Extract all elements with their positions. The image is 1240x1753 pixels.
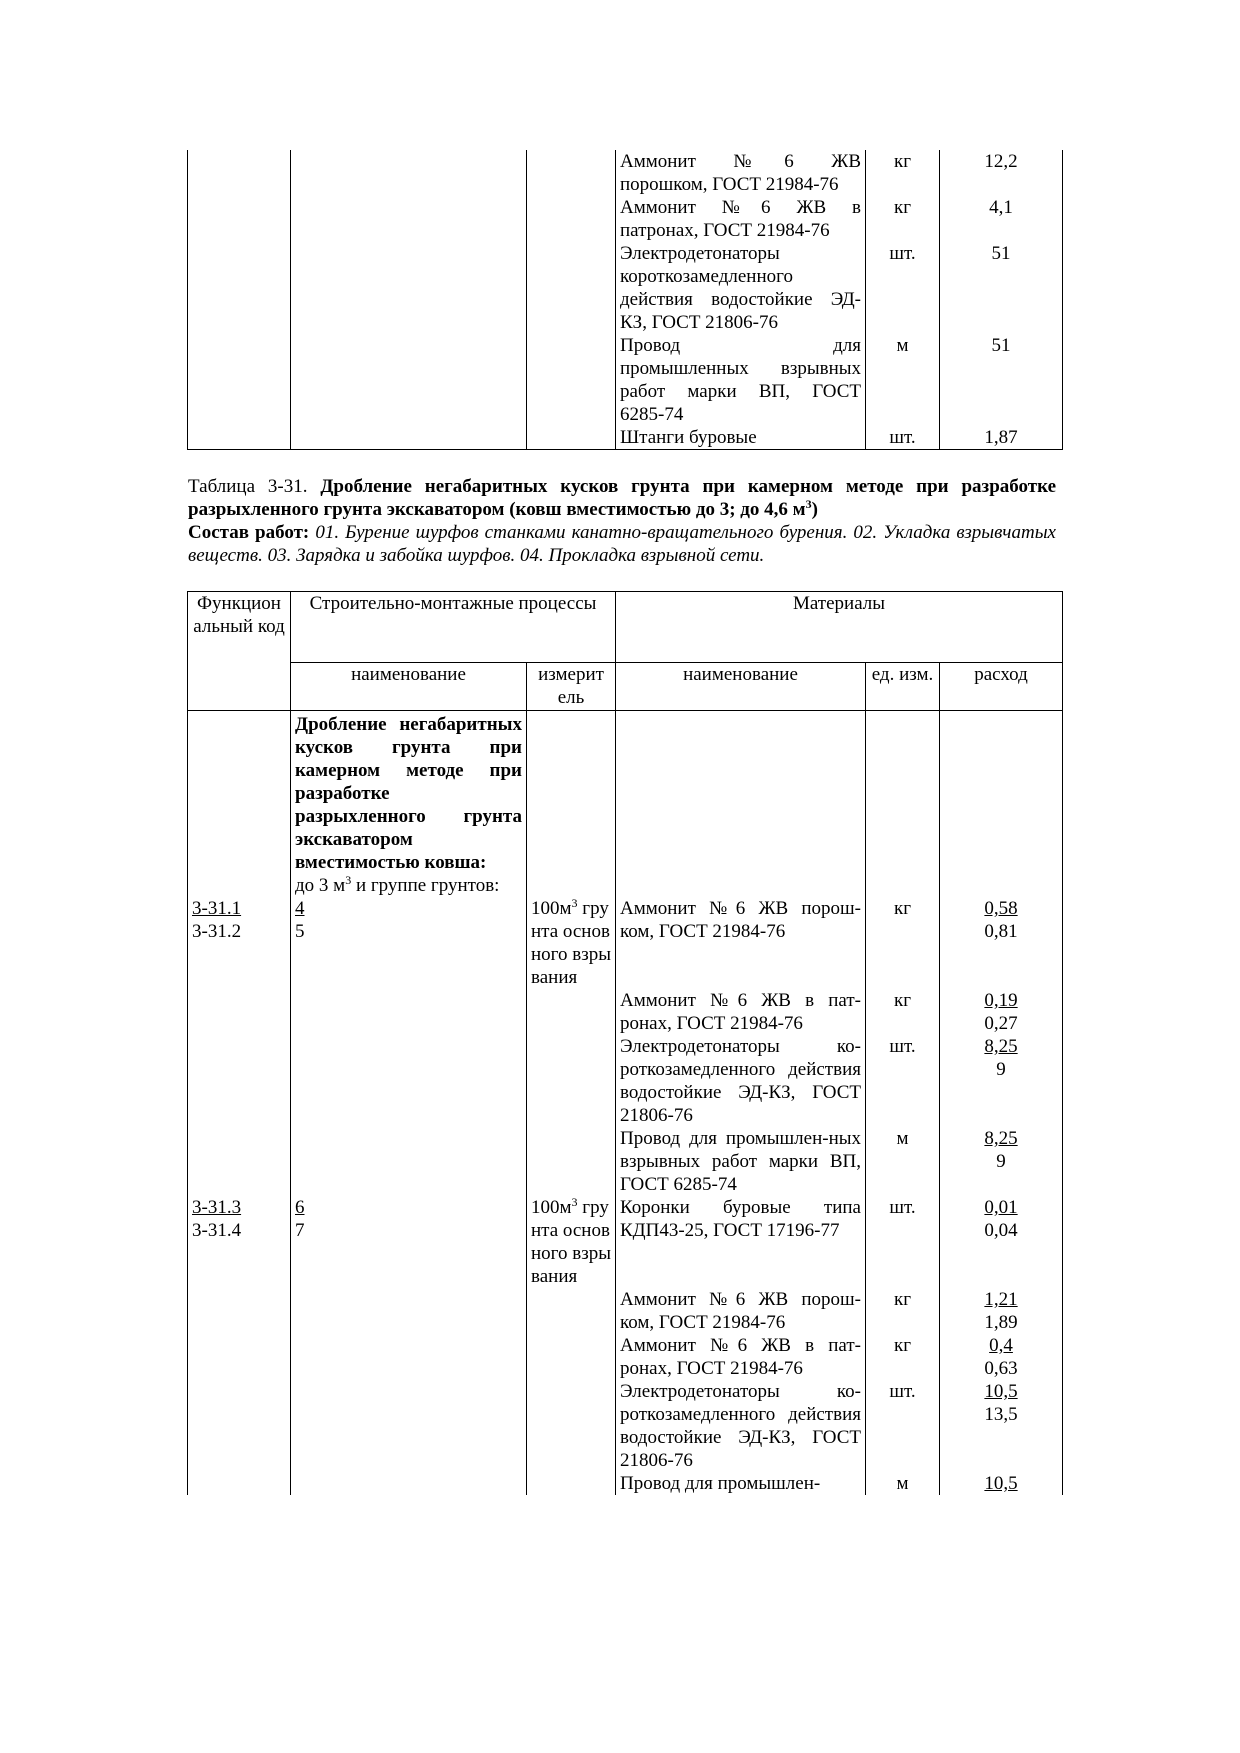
material-name: Аммонит №6 ЖВ в пат-ронах, ГОСТ 21984-76 — [616, 989, 866, 1035]
table-title-text: Дробление негабаритных кусков грунта при камерном методе при разработке разрыхленного грунта экскаватором (ковш вместимостью до 3; до 4,6 $м^3$) — [188, 476, 1056, 520]
material-name: Штанги буровые — [616, 426, 866, 450]
table-row — [188, 1288, 1063, 1334]
material-unit: шт. — [866, 242, 940, 334]
header-proc-meter: измерит ель — [527, 663, 616, 711]
table-row — [188, 711, 1063, 898]
material-name: Электродетонаторы ко-роткозамедленного действия водостойкие ЭД-КЗ, ГОСТ 21806-76 — [616, 1380, 866, 1472]
table-row — [188, 1334, 1063, 1380]
main-table — [187, 591, 1063, 1495]
table-row — [188, 1380, 1063, 1472]
material-amount: $\frac{8,25}{9}$ — [940, 1127, 1063, 1196]
table-row — [188, 334, 1063, 426]
material-amount: $\frac{10,5}{13,5}$ — [940, 1380, 1063, 1472]
material-name: Провод для промышлен- — [616, 1472, 866, 1495]
material-name: Электродетонаторы ко-роткозамедленного действия водостойкие ЭД-КЗ, ГОСТ 21806-76 — [616, 1035, 866, 1127]
header-row — [188, 663, 1063, 711]
material-name: Аммонит №6 ЖВ порошком, ГОСТ 21984-76 — [616, 150, 866, 196]
material-name: Коронки буровые типа КДП43-25, ГОСТ 17196-77 — [616, 1196, 866, 1288]
header-mat-name: наименование — [616, 663, 866, 711]
material-amount: $\frac{1,21}{1,89}$ — [940, 1288, 1063, 1334]
meter-cell: $100м^3$ грунта основного взрывания — [527, 1196, 616, 1288]
table-row — [188, 196, 1063, 242]
material-unit: шт. — [866, 1035, 940, 1127]
table-row — [188, 150, 1063, 196]
material-unit: м — [866, 1127, 940, 1196]
continued-materials-table — [187, 150, 1063, 450]
header-row — [188, 592, 1063, 663]
material-name: Аммонит №6 ЖВ в пат-ронах, ГОСТ 21984-76 — [616, 1334, 866, 1380]
material-name: Электродетонаторы короткозамедленного действия водостойкие ЭД- КЗ, ГОСТ 21806-76 — [616, 242, 866, 334]
material-unit: м — [866, 1472, 940, 1495]
table-label: Таблица 3-31. — [188, 476, 308, 497]
material-unit: кг — [866, 989, 940, 1035]
material-amount: $\frac{0,4}{0,63}$ — [940, 1334, 1063, 1380]
section-subtitle: до 3 $м^3$ и группе грунтов: — [295, 873, 500, 896]
soil-group-cell: 6 7 — [291, 1196, 527, 1288]
table-title — [188, 475, 1056, 521]
header-mat-unit: ед. изм. — [866, 663, 940, 711]
table-row — [188, 242, 1063, 334]
header-mat-amount: расход — [940, 663, 1063, 711]
material-unit: кг — [866, 1334, 940, 1380]
material-amount: 4,1 — [940, 196, 1063, 242]
material-amount: 51 — [940, 242, 1063, 334]
material-unit: шт. — [866, 1380, 940, 1472]
material-unit: кг — [866, 196, 940, 242]
material-amount: $\frac{8,25}{9}$ — [940, 1035, 1063, 1127]
material-unit: кг — [866, 1288, 940, 1334]
material-unit: шт. — [866, 1196, 940, 1288]
table-row — [188, 897, 1063, 989]
table-row — [188, 1472, 1063, 1495]
work-composition — [188, 521, 1056, 567]
section-title: Дробление негабаритных кусков грунта при камерном методе при разработке разрыхленного грунта экскаватором вместимостью ковша: до 3 $м^3$ и группе грунтов: — [291, 711, 527, 898]
material-unit: шт. — [866, 426, 940, 450]
header-materials: Материалы — [616, 592, 1063, 663]
material-name: Провод для промышленных взрывных работ марки ВП, ГОСТ 6285-74 — [616, 334, 866, 426]
table-row — [188, 1035, 1063, 1127]
material-unit: кг — [866, 150, 940, 196]
table-row — [188, 1127, 1063, 1196]
material-unit: кг — [866, 897, 940, 989]
composition-text: 01. Бурение шурфов станками канатно-вращательного бурения. 02. Укладка взрывчатых веществ. 03. Зарядка и забойка шурфов. 04. Прокладка взрывной сети. — [188, 522, 1056, 566]
material-name: Аммонит №6 ЖВ в патронах, ГОСТ 21984-76 — [616, 196, 866, 242]
material-amount: 10,5 — [940, 1472, 1063, 1495]
material-amount: $\frac{0,19}{0,27}$ — [940, 989, 1063, 1035]
material-amount: 1,87 — [940, 426, 1063, 450]
code-cell: 3-31.3 3-31.4 — [188, 1196, 291, 1288]
material-name: Провод для промышлен-ных взрывных работ марки ВП, ГОСТ 6285-74 — [616, 1127, 866, 1196]
material-unit: м — [866, 334, 940, 426]
code-cell: 3-31.1 3-31.2 — [188, 897, 291, 989]
meter-cell: $100м^3$ грунта основного взрывания — [527, 897, 616, 989]
material-amount: $\frac{0,58}{0,81}$ — [940, 897, 1063, 989]
header-functional-code: Функцион альный код — [188, 592, 291, 711]
material-amount: 51 — [940, 334, 1063, 426]
material-name: Аммонит №6 ЖВ порош-ком, ГОСТ 21984-76 — [616, 1288, 866, 1334]
material-name: Аммонит №6 ЖВ порош-ком, ГОСТ 21984-76 — [616, 897, 866, 989]
soil-group-cell: 4 5 — [291, 897, 527, 989]
table-row — [188, 1196, 1063, 1288]
material-amount: $\frac{0,01}{0,04}$ — [940, 1196, 1063, 1288]
material-amount: 12,2 — [940, 150, 1063, 196]
header-processes: Строительно-монтажные процессы — [291, 592, 616, 663]
table-row — [188, 426, 1063, 450]
composition-label: Состав работ: — [188, 522, 310, 543]
table-caption — [188, 475, 1056, 567]
header-proc-name: наименование — [291, 663, 527, 711]
table-row — [188, 989, 1063, 1035]
